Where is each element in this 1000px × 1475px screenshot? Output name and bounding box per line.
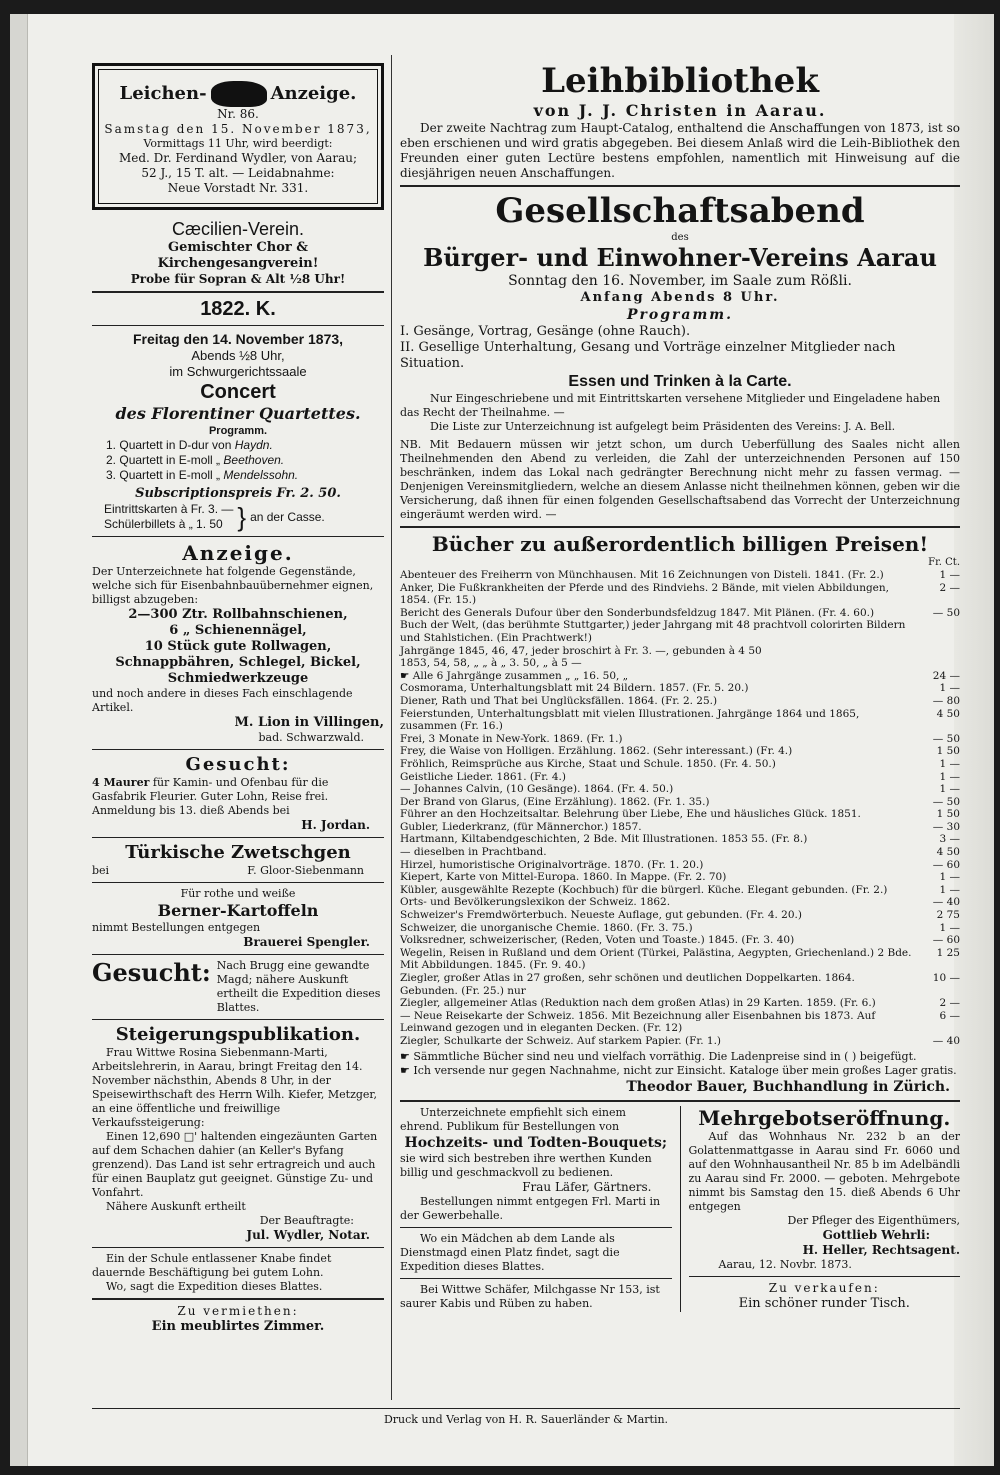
death-notice xyxy=(92,63,384,210)
program-item: 2. Quartett in E-moll „ Beethoven. xyxy=(106,453,285,467)
book-item-text: 1853, 54, 58, „ „ à „ 3. 50, „ à 5 — xyxy=(400,657,582,670)
death-notice-name: Med. Dr. Ferdinand Wydler, von Aarau; xyxy=(118,151,358,165)
hearse-icon xyxy=(211,81,267,107)
gesellschaft-essen: Essen und Trinken à la Carte. xyxy=(568,373,792,390)
book-item-text: Ziegler, Schulkarte der Schweiz. Auf starkem Papier. (Fr. 1.) xyxy=(400,1034,722,1047)
gesellschaft-nb: NB. Mit Bedauern müssen wir jetzt schon, um durch Ueberfüllung des Saales nicht allen Theilnehmenden den Abend zu verleiden, die Zahl der unterzeichnenden Personen auf 150 beschränken, indem das Lokal nach gedrängter Berechnung nicht mehr zu fassen vermag. — Denjenigen Vereinsmitgliedern, welche an diesem Anlasse nicht theilnehmen können, geben wir die Versicherung, daß ihnen für einen folgenden Gesellschaftsabend das Vorrecht der Unterzeichnung eingeräumt werden wird. — xyxy=(400,438,960,521)
book-item-text: Abenteuer des Freiherrn von Münchhausen. Mit 16 Zeichnungen von Disteli. 1841. (Fr. 2.) xyxy=(400,569,884,581)
book-item xyxy=(400,758,960,771)
kartoffeln-seller: Brauerei Spengler. xyxy=(243,935,370,949)
zwetschgen-seller-row: bei F. Gloor-Siebenmann xyxy=(92,864,384,878)
steigerung-p2: Einen 12,690 □' haltenden eingezäunten Garten auf dem Schachen dahier (an Keller's Byfang grenzend). Das Land ist sehr ertragreich und auch für einen Bauplatz gut geeignet. Günstige Zu- und Vonfahrt. xyxy=(92,1130,378,1199)
concert-programm-label: Programm. xyxy=(208,425,268,437)
book-item-price: 2 — xyxy=(939,581,960,594)
book-item-text: Hartmann, Kiltabendgeschichten, 2 Bde. Mit Illustrationen. 1853 55. (Fr. 8.) xyxy=(400,833,808,846)
steigerung-p1: Frau Wittwe Rosina Siebenmann-Marti, Arbeitslehrerin, in Aarau, bringt Freitag den 14. November nächsthin, Abends 8 Uhr, in der Speisewirthschaft des Herrn Wilh. Kiefer, Metzger, an eine öffentliche und freiwillige Verkaufssteigerung: xyxy=(92,1046,377,1129)
book-item-text: Ziegler, großer Atlas in 27 großen, sehr schönen und deutlichen Doppelkarten. 1864. Gebunden. (Fr. 25.) nur xyxy=(400,972,855,997)
steigerung-beauftragte: Der Beauftragte: xyxy=(259,1214,354,1227)
bouquets-note: Bestellungen nimmt entgegen Frl. Marti in der Gewerbehalle. xyxy=(400,1194,661,1222)
book-item-text: Gubler, Liederkranz, (für Männerchor.) 1857. xyxy=(400,820,642,833)
book-item xyxy=(400,821,960,834)
bottom-ads xyxy=(400,1106,960,1312)
book-item-text: Geistliche Lieder. 1861. (Fr. 4.) xyxy=(400,770,566,783)
divider xyxy=(92,325,384,326)
death-notice-title: Leichen- Anzeige. xyxy=(103,81,373,107)
divider xyxy=(400,1278,672,1279)
book-item xyxy=(400,682,960,695)
gesucht-magd xyxy=(92,959,384,1015)
book-item xyxy=(400,607,960,620)
steigerung-title: Steigerungspublikation. xyxy=(115,1024,361,1045)
book-item-text: Führer an den Hochzeitsaltar. Belehrung über Liebe, Ehe und häusliches Glück. 1851. xyxy=(400,808,861,821)
concert-place: im Schwurgerichtssaale xyxy=(169,364,307,379)
book-item-text: Frey, die Waise von Holligen. Erzählung. 1862. (Sehr interessant.) (Fr. 4.) xyxy=(400,745,793,758)
book-item-price: 1 — xyxy=(939,883,960,896)
caecilien-probe: Probe für Sopran & Alt ½8 Uhr! xyxy=(130,272,346,286)
gesellschaft-des: des xyxy=(671,232,689,243)
book-item xyxy=(400,619,960,644)
buecher-note2: ☛ Ich versende nur gegen Nachnahme, nicht zur Einsicht. Kataloge über mein großes Lager gratis. xyxy=(400,1063,957,1077)
column-rule xyxy=(391,55,392,1400)
bouquets-body: sie wird sich bestreben ihre werthen Kunden billig und geschmackvoll zu bedienen. xyxy=(400,1151,652,1179)
gesellschaft-p2: II. Gesellige Unterhaltung, Gesang und Vorträge einzelner Mitglieder nach Situation. xyxy=(400,340,896,371)
book-item xyxy=(400,846,960,859)
leihbibliothek-title: Leihbibliothek xyxy=(541,61,819,101)
death-notice-age: 52 J., 15 T. alt. — Leidabnahme: xyxy=(141,166,335,180)
gesellschaft-programm: Programm. xyxy=(627,307,733,323)
book-item xyxy=(400,771,960,784)
anzeige-outro: und noch andere in dieses Fach einschlagende Artikel. xyxy=(92,687,353,714)
right-column xyxy=(400,55,960,1410)
concert-k-title: 1822. K. xyxy=(200,298,276,320)
book-item-price: 6 — xyxy=(939,1009,960,1022)
anzeige-item: 2—300 Ztr. Rollbahnschienen, xyxy=(128,607,348,622)
kartoffeln-nimmt: nimmt Bestellungen entgegen xyxy=(92,921,261,934)
concert-subscription: Subscriptionspreis Fr. 2. 50. xyxy=(135,486,341,501)
mehrgebot-date: Aarau, 12. Novbr. 1873. xyxy=(718,1257,852,1271)
anzeige-title: Anzeige. xyxy=(182,541,294,565)
book-list xyxy=(400,569,960,1048)
divider xyxy=(92,954,384,955)
book-item-price: 1 50 xyxy=(936,808,960,821)
divider xyxy=(400,185,960,187)
book-item-price: — 30 xyxy=(932,820,960,833)
verkaufen-body: Ein schöner runder Tisch. xyxy=(738,1295,910,1311)
book-item-text: Schweizer, die unorganische Chemie. 1860. (Fr. 3. 75.) xyxy=(400,921,693,934)
book-item xyxy=(400,670,960,683)
gesellschaft-liste: Die Liste zur Unterzeichnung ist aufgelegt beim Präsidenten des Vereins: J. A. Bell. xyxy=(430,420,896,433)
book-item-price: 4 50 xyxy=(936,846,960,859)
bottom-right-ads xyxy=(681,1106,961,1312)
book-item xyxy=(400,922,960,935)
leihbibliothek-body: Der zweite Nachtrag zum Haupt-Catalog, enthaltend die Anschaffungen von 1873, ist so eben erschienen und wird gratis abgegeben. Bei diesem Anlaß wird die Leih-Bibliothek den Freunden einer guten Lectüre bestens empfohlen, namentlich mit Hinweisung auf die diesjährigen neuen Anschaffungen. xyxy=(400,121,960,180)
anzeige-item: 6 „ Schienennägel, xyxy=(169,623,307,638)
program-item: 1. Quartett in D-dur von Haydn. xyxy=(106,438,273,452)
book-item-text: Ziegler, allgemeiner Atlas (Reduktion nach dem großen Atlas) in 29 Karten. 1859. (Fr. 6.) xyxy=(400,997,876,1010)
book-item-price: — 80 xyxy=(932,694,960,707)
book-item xyxy=(400,972,960,997)
mehrgebot-title: Mehrgebotseröffnung. xyxy=(698,1105,951,1130)
book-item-price: 1 — xyxy=(939,783,960,796)
concert-time: Abends ½8 Uhr, xyxy=(191,348,285,363)
kabis-body: Bei Wittwe Schäfer, Milchgasse Nr 153, ist saurer Kabis und Rüben zu haben. xyxy=(400,1282,660,1310)
book-item-text: Jahrgänge 1845, 46, 47, jeder broschirt à Fr. 3. —, gebunden à 4 50 xyxy=(400,644,762,657)
kartoffeln-title: Berner-Kartoffeln xyxy=(157,901,319,920)
divider xyxy=(400,526,960,528)
brace-icon: } xyxy=(237,501,247,532)
book-item-price: 24 — xyxy=(932,669,960,682)
caecilien-subtitle: Gemischter Chor & Kirchengesangverein! xyxy=(157,240,319,271)
anzeige-item: Schnappbähren, Schlegel, Bickel, xyxy=(115,655,361,670)
anzeige-signer-place: bad. Schwarzwald. xyxy=(258,731,364,744)
book-item-text: — Neue Reisekarte der Schweiz. 1856. Mit Bezeichnung aller Eisenbahnen bis 1873. Auf Leinwand gezogen und in eleganten Decken. (Fr. 12) xyxy=(400,1009,876,1035)
kartoffeln-intro: Für rothe und weiße xyxy=(180,887,296,900)
buecher-title: Bücher zu außerordentlich billigen Preisen! xyxy=(431,532,929,556)
divider xyxy=(92,882,384,883)
divider xyxy=(400,1227,672,1228)
book-item xyxy=(400,859,960,872)
imprint: Druck und Verlag von H. R. Sauerländer & Martin. xyxy=(383,1413,669,1426)
vermiethen-body: Ein meublirtes Zimmer. xyxy=(151,1319,325,1334)
concert-program-list xyxy=(92,438,384,483)
left-column xyxy=(92,55,384,1410)
death-notice-date: Samstag den 15. November 1873, xyxy=(104,122,372,136)
book-item-text: Kübler, ausgewählte Rezepte (Kochbuch) für die bürgerl. Küche. Elegant gebunden. (Fr. 2.) xyxy=(400,883,888,896)
anzeige-signer: M. Lion in Villingen, xyxy=(234,715,384,730)
caecilien-title: Cæcilien-Verein. xyxy=(171,219,305,239)
book-item-text: Wegelin, Reisen in Rußland und dem Orient (Türkei, Palästina, Aegypten, Griechenland.) 2 Bde. Mit Abbildungen. 1845. (Fr. 9. 40.) xyxy=(400,946,912,972)
gesellschaft-p1: I. Gesänge, Vortrag, Gesänge (ohne Rauch). xyxy=(400,324,691,339)
book-item xyxy=(400,884,960,897)
divider xyxy=(689,1276,961,1277)
book-item-text: Volksredner, schweizerischer, (Reden, Voten und Toaste.) 1845. (Fr. 3. 40) xyxy=(400,934,795,947)
book-item-text: Bericht des Generals Dufour über den Sonderbundsfeldzug 1847. Mit Plänen. (Fr. 4. 60.) xyxy=(400,606,875,619)
book-item-text: Feierstunden, Unterhaltungsblatt mit vielen Illustrationen. Jahrgänge 1864 und 1865, zusammen (Fr. 16.) xyxy=(400,707,860,733)
book-item xyxy=(400,783,960,796)
divider xyxy=(92,1247,384,1248)
divider xyxy=(92,837,384,838)
book-item-text: Frei, 3 Monate in New-York. 1869. (Fr. 1.) xyxy=(400,732,623,745)
book-item-text: — Johannes Calvin, (10 Gesänge). 1864. (Fr. 4. 50.) xyxy=(400,783,674,796)
book-item-text: — dieselben in Prachtband. xyxy=(400,846,547,859)
book-item xyxy=(400,695,960,708)
death-notice-number: Nr. 86. xyxy=(217,107,259,121)
book-item xyxy=(400,934,960,947)
mehrgebot-body: Auf das Wohnhaus Nr. 232 b an der Golattenmattgasse in Aarau sind Fr. 6060 und auf den Wohnhausantheil Nr. 85 b im Adelbändli zu Aarau sind Fr. 2000. — geboten. Mehrgebote nimmt bis Samstag den 15. dieß Abends 6 Uhr entgegen xyxy=(688,1129,960,1213)
steigerung-p3: Nähere Auskunft ertheilt xyxy=(106,1200,246,1213)
anzeige-item: 10 Stück gute Rollwagen, xyxy=(144,639,332,654)
concert-subtitle: des Florentiner Quartettes. xyxy=(115,404,361,423)
anzeige-item: Schmiedwerkzeuge xyxy=(167,671,309,686)
buecher-note1: ☛ Sämmtliche Bücher sind neu und vielfach vorräthig. Die Ladenpreise sind in ( ) beigefügt. xyxy=(400,1049,917,1063)
book-item-text: Kiepert, Karte von Mittel-Europa. 1860. In Mappe. (Fr. 2. 70) xyxy=(400,871,727,884)
bouquets-signer: Frau Läfer, Gärtners. xyxy=(522,1179,652,1194)
gesellschaft-nur: Nur Eingeschriebene und mit Eintrittskarten versehene Mitglieder und Eingeladene haben das Recht der Theilnahme. — xyxy=(400,392,941,419)
book-item xyxy=(400,708,960,733)
book-item xyxy=(400,947,960,972)
book-item-price: 1 — xyxy=(939,871,960,884)
book-item xyxy=(400,997,960,1010)
zwetschgen-seller: F. Gloor-Siebenmann xyxy=(247,864,364,877)
divider xyxy=(92,1019,384,1020)
knabe-wo: Wo, sagt die Expedition dieses Blattes. xyxy=(106,1280,323,1293)
book-item-price: — 50 xyxy=(932,795,960,808)
book-item-text: Fröhlich, Reimsprüche aus Kirche, Staat und Schule. 1850. (Fr. 4. 50.) xyxy=(400,757,776,770)
book-item-text: Anker, Die Fußkrankheiten der Pferde und des Rindviehs. 2 Bände, mit vielen Abbildungen, 1854. (Fr. 15.) xyxy=(400,581,889,607)
bottom-rule xyxy=(92,1408,960,1409)
zwetschgen-title: Türkische Zwetschgen xyxy=(125,842,351,863)
steigerung-signer: Jul. Wydler, Notar. xyxy=(246,1228,370,1242)
gesucht-signer: H. Jordan. xyxy=(301,818,370,832)
mehrgebot-name2: H. Heller, Rechtsagent. xyxy=(802,1242,960,1257)
book-item xyxy=(400,645,960,658)
divider xyxy=(92,291,384,293)
book-item-price: 3 — xyxy=(939,833,960,846)
book-item-text: Diener, Rath und That bei Unglücksfällen. 1864. (Fr. 2. 25.) xyxy=(400,694,718,707)
book-item-price: 10 — xyxy=(932,972,960,984)
concert-prices xyxy=(92,502,384,532)
book-item-price: — 40 xyxy=(932,1034,960,1047)
student-price: Schülerbillets à „ 1. 50 xyxy=(104,517,223,531)
book-item-text: Cosmorama, Unterhaltungsblatt mit 24 Bildern. 1857. (Fr. 5. 20.) xyxy=(400,682,749,695)
book-item-price: — 60 xyxy=(932,934,960,947)
gesellschaft-title: Gesellschaftsabend xyxy=(495,191,865,231)
book-item-text: ☛ Alle 6 Jahrgänge zusammen „ „ 16. 50, „ xyxy=(400,669,629,682)
concert-title: Concert xyxy=(200,381,276,403)
book-item-price: 2 — xyxy=(939,997,960,1010)
maedchen-body: Wo ein Mädchen ab dem Lande als Dienstmagd einen Platz findet, sagt die Expedition dieses Blattes. xyxy=(400,1231,620,1273)
book-item xyxy=(400,796,960,809)
divider xyxy=(400,1100,960,1102)
divider xyxy=(92,749,384,750)
gesucht-body: 4 Maurer für Kamin- und Ofenbau für die Gasfabrik Fleurier. Guter Lohn, Reise frei. Anmeldung bis 13. dieß Abends bei xyxy=(92,776,329,817)
gesellschaft-anfang: Anfang Abends 8 Uhr. xyxy=(580,290,780,305)
book-item xyxy=(400,733,960,746)
book-item-text: Der Brand von Glarus, (Eine Erzählung). 1862. (Fr. 1. 35.) xyxy=(400,795,710,808)
book-item xyxy=(400,871,960,884)
book-item xyxy=(400,745,960,758)
book-item xyxy=(400,896,960,909)
divider xyxy=(92,1298,384,1300)
gesucht-title: Gesucht: xyxy=(185,754,291,775)
gesucht-magd-body: Nach Brugg eine gewandte Magd; nähere Auskunft ertheilt die Expedition dieses Blattes. xyxy=(216,959,381,1014)
book-item xyxy=(400,808,960,821)
book-item-text: Orts- und Bevölkerungslexikon der Schweiz. 1862. xyxy=(400,896,671,909)
divider xyxy=(92,536,384,537)
mehrgebot-pfleger: Der Pfleger des Eigenthümers, xyxy=(787,1213,960,1227)
gesellschaft-date: Sonntag den 16. November, im Saale zum Rößli. xyxy=(508,273,852,289)
book-item-price: 1 50 xyxy=(936,745,960,758)
concert-date: Freitag den 14. November 1873, xyxy=(132,331,344,347)
book-item-price: 1 — xyxy=(939,569,960,581)
book-item-price: 1 — xyxy=(939,682,960,695)
knabe-body: Ein der Schule entlassener Knabe findet dauernde Beschäftigung bei gutem Lohn. xyxy=(92,1252,332,1279)
book-item xyxy=(400,909,960,922)
gesellschaft-verein: Bürger- und Einwohner-Vereins Aarau xyxy=(423,243,937,272)
bottom-left-ads xyxy=(400,1106,681,1312)
book-item-price: 2 75 xyxy=(936,909,960,922)
death-notice-address: Neue Vorstadt Nr. 331. xyxy=(167,181,309,195)
bouquets-title: Hochzeits- und Todten-Bouquets; xyxy=(404,1134,668,1151)
adjacent-page-strip xyxy=(954,14,994,1466)
book-item-price: 1 — xyxy=(939,921,960,934)
anzeige-intro: Der Unterzeichnete hat folgende Gegenstände, welche sich für Eisenbahnbauübernehmer eignen, billigst abzugeben: xyxy=(92,565,374,606)
book-item-price: — 60 xyxy=(932,858,960,871)
book-item-price: — 40 xyxy=(932,896,960,909)
vermiethen-title: Zu vermiethen: xyxy=(177,1304,299,1318)
book-item-price: 4 50 xyxy=(936,707,960,720)
book-item xyxy=(400,1010,960,1035)
binding-strip xyxy=(10,14,28,1466)
book-item-price: 1 25 xyxy=(936,946,960,959)
casse-note: an der Casse. xyxy=(250,509,325,524)
verkaufen-title: Zu verkaufen: xyxy=(768,1280,880,1295)
book-item-text: Hirzel, humoristische Originalvorträge. 1870. (Fr. 1. 20.) xyxy=(400,858,704,871)
entry-price: Eintrittskarten à Fr. 3. — xyxy=(104,502,234,516)
leihbibliothek-subtitle: von J. J. Christen in Aarau. xyxy=(533,101,827,120)
book-item-text: Buch der Welt, (das berühmte Stuttgarter,) jeder Jahrgang mit 48 prachtvoll colorirten Bildern und Stahlstichen. (Ein Prachtwerk!) xyxy=(400,619,906,644)
book-item xyxy=(400,833,960,846)
book-item xyxy=(400,1035,960,1048)
gesucht-magd-title: Gesucht: xyxy=(92,958,211,987)
book-item-price: — 50 xyxy=(932,606,960,619)
death-notice-time: Vormittags 11 Uhr, wird beerdigt: xyxy=(143,137,333,150)
program-item: 3. Quartett in E-moll „ Mendelssohn. xyxy=(106,468,299,482)
buecher-signer: Theodor Bauer, Buchhandlung in Zürich. xyxy=(626,1078,950,1095)
book-item xyxy=(400,657,960,670)
book-item-price: — 50 xyxy=(932,732,960,745)
book-item-text: Schweizer's Fremdwörterbuch. Neueste Auflage, gut gebunden. (Fr. 4. 20.) xyxy=(400,909,802,922)
bouquets-intro: Unterzeichnete empfiehlt sich einem ehrend. Publikum für Bestellungen von xyxy=(400,1105,626,1133)
book-item xyxy=(400,582,960,607)
book-item-price: 1 — xyxy=(939,770,960,783)
buecher-col-header: Fr. Ct. xyxy=(928,557,960,568)
mehrgebot-name1: Gottlieb Wehrli: xyxy=(822,1227,930,1242)
book-item-price: 1 — xyxy=(939,757,960,770)
book-item xyxy=(400,569,960,582)
